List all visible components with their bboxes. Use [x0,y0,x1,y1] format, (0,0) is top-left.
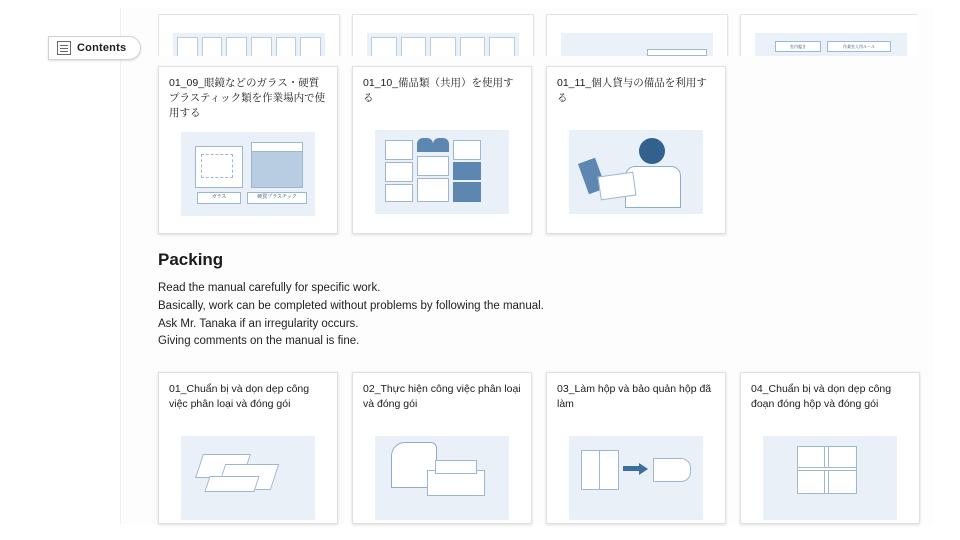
contents-tab-label: Contents [77,42,127,54]
person-packing-box-art [375,436,509,520]
card-title: 01_09_眼鏡などのガラス・硬質プラスティック類を作業場内で使用する [169,77,326,120]
open-boxes-art [181,436,315,520]
card-title: 01_10_備品類（共用）を使用する [363,77,514,105]
card-01-10[interactable] [352,66,532,234]
card-thumbnail [547,432,725,524]
packing-line-2: Basically, work can be completed without problems by following the manual. [158,299,544,312]
card-title: 04_Chuẩn bị và dọn dẹp công đoạn đóng hộp và đóng gói [751,383,892,411]
section-heading: Packing [158,250,224,269]
card-title: 02_Thực hiện công việc phân loại và đóng gói [363,383,521,411]
card-thumbnail [159,128,337,226]
card-vn-02[interactable] [352,372,532,524]
glass-and-hard-plastic-art [181,132,315,216]
card-thumbnail [353,432,531,524]
card-vn-04[interactable] [740,372,920,524]
label-hard-plastic: 硬質プラスチック [247,192,307,204]
thumbnail-image [569,130,703,214]
packing-line-3: Ask Mr. Tanaka if an irregularity occurs. [158,317,359,330]
card-thumbnail [353,126,531,224]
card-thumbnail [159,432,337,524]
card-thumbnail [741,432,919,524]
left-rail [48,8,121,524]
card-vn-03[interactable] [546,372,726,524]
card-title: 01_11_個人貸与の備品を利用する [557,77,707,105]
shelf-art [371,37,515,56]
list-icon [57,41,71,55]
label-glass: ガラス [197,192,241,204]
card-title: 03_Làm hộp và bảo quản hộp đã làm [557,383,712,411]
person-with-badge-art [569,130,703,214]
caption-placeholder [647,49,707,56]
thumbnail-image [763,436,897,520]
top-card-4[interactable] [740,14,918,56]
thumbnail-image [375,130,509,214]
packing-section [158,250,858,351]
thumbnail-image [375,436,509,520]
top-card-3[interactable] [546,14,728,56]
flat-to-folded-box-arrow-art [569,436,703,520]
packing-line-4: Giving comments on the manual is fine. [158,335,360,348]
packing-line-1: Read the manual carefully for specific work. [158,282,381,294]
card-thumbnail [547,126,725,224]
japanese-card-row [158,66,726,234]
taped-box-top-view-art [763,436,897,520]
thumbnail-image [181,436,315,520]
card-01-09[interactable] [158,66,338,234]
arrow-icon [639,463,648,475]
thumbnail-image [181,132,315,216]
vietnamese-card-row [158,372,920,524]
shelf-art [177,37,321,56]
thumbnail-image [569,436,703,520]
card-01-11[interactable] [546,66,726,234]
top-card-2[interactable] [352,14,534,56]
shelf-with-supplies-art [375,130,509,214]
top-partial-card-row [158,14,918,56]
top-card-4-button-1[interactable]: 室内履き [775,41,821,52]
card-vn-01[interactable] [158,372,338,524]
top-card-1[interactable] [158,14,340,56]
top-card-4-button-2[interactable]: 作業室入用ルール [827,41,891,52]
contents-tab[interactable] [48,36,141,60]
card-title: 01_Chuẩn bị và dọn dẹp công việc phân loại và đóng gói [169,383,310,411]
arrow-stem [623,466,639,471]
